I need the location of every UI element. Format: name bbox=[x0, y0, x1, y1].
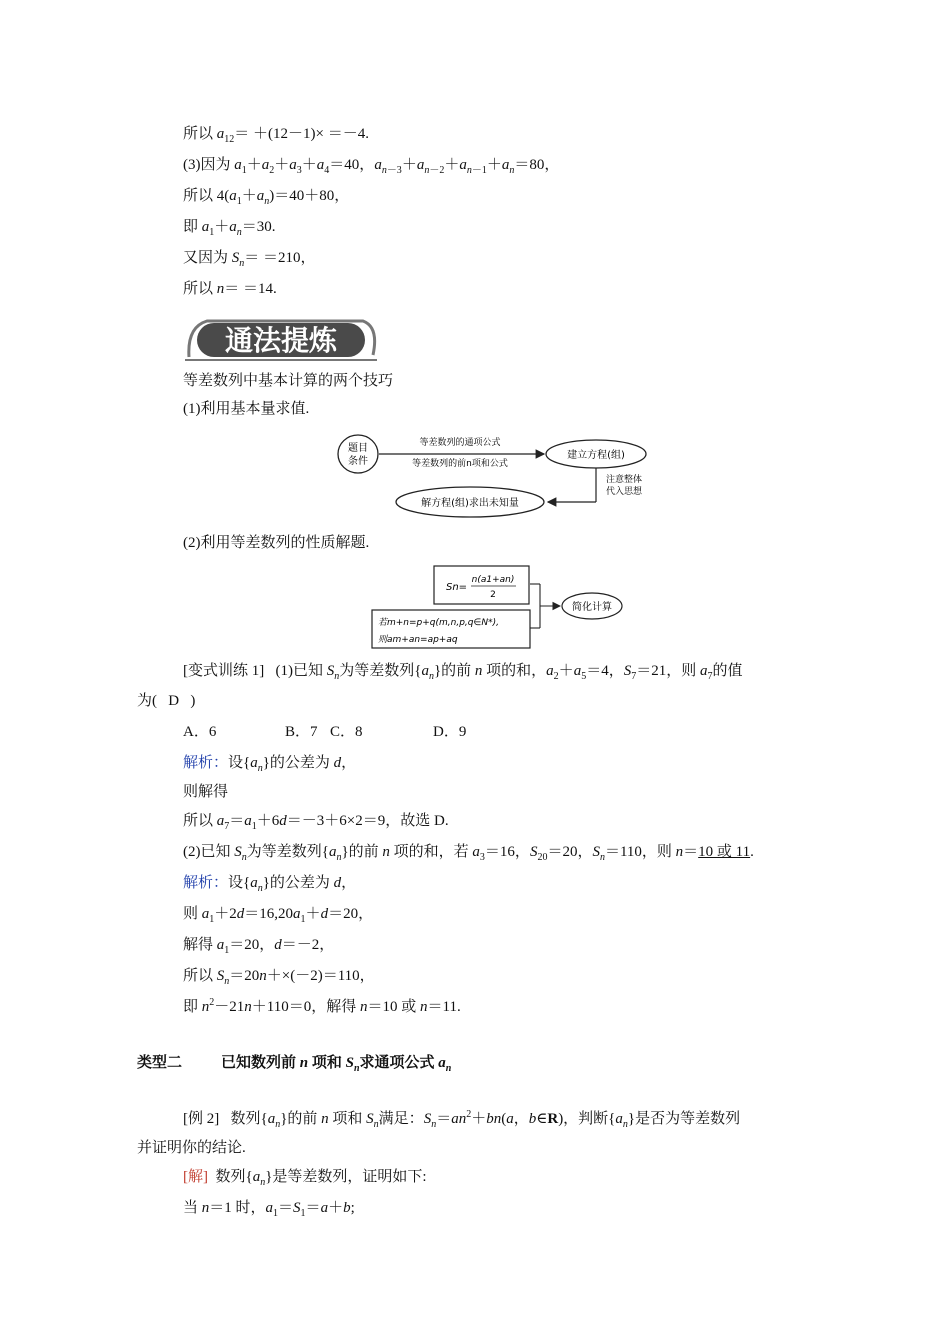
example-2-line-1: [例 2] 数列$\{a_n\}$的前 n 项和 $S_n$满足：$S_n=an^2+bn(a$，b∈R)，判断$\{a_n\}$是否为等差数列 bbox=[183, 1109, 741, 1130]
svg-text:若m+n=p+q(m,n,p,q∈N*),: 若m+n=p+q(m,n,p,q∈N*), bbox=[378, 618, 499, 628]
analysis-2-line-5: 即 $n^2-21n+110=0$，解得 n＝10 或 n＝11. bbox=[183, 997, 461, 1015]
start-node bbox=[338, 435, 378, 473]
text-line: 所以 $a_{12}= +(12-1)\times =-4$. bbox=[183, 126, 369, 145]
text-line: (3)因为 $a_1+a_2+a_3+a_4=40$，$a_{n-3}+a_{n-2}+a_{n-1}+a_n=80$， bbox=[183, 157, 560, 176]
svg-text:简化计算: 简化计算 bbox=[572, 602, 612, 613]
flow-diagram-basic bbox=[336, 430, 656, 531]
svg-text:等差数列的通项公式: 等差数列的通项公式 bbox=[419, 438, 501, 448]
svg-text:Sn=: Sn= bbox=[446, 582, 468, 593]
analysis-1-line-1: 解析：设$\{a_n\}$的公差为 d， bbox=[183, 755, 357, 774]
flow-diagram-property bbox=[370, 562, 630, 659]
option-c: C．8 bbox=[330, 724, 363, 740]
text-line: 所以 $4(a_1+a_n)=40+80$， bbox=[183, 188, 350, 207]
answer-fill: 10 或 11 bbox=[698, 844, 751, 860]
solution-line-2: 当 n＝1 时，$a_1=S_1=a+b$; bbox=[183, 1200, 355, 1219]
svg-text:条件: 条件 bbox=[348, 456, 368, 467]
section-intro: 等差数列中基本计算的两个技巧 bbox=[183, 373, 394, 389]
example-2-line-2: 并证明你的结论. bbox=[137, 1140, 246, 1156]
section-item-2: (2)利用等差数列的性质解题. bbox=[183, 535, 370, 551]
answer-choice: D bbox=[168, 693, 180, 709]
analysis-2-line-3: 解得 $a_1=20$，d＝－2， bbox=[183, 937, 335, 956]
option-d: D．9 bbox=[433, 724, 467, 740]
solution-line-1: [解] 数列$\{a_n\}$是等差数列，证明如下: bbox=[183, 1169, 427, 1188]
section-banner bbox=[183, 313, 379, 365]
banner-title: 通法提炼 bbox=[224, 324, 338, 357]
analysis-1-line-2: 则解得 bbox=[183, 784, 229, 800]
analysis-2-line-1: 解析：设$\{a_n\}$的公差为 d， bbox=[183, 875, 357, 894]
section-item-1: (1)利用基本量求值. bbox=[183, 401, 310, 417]
svg-text:题目: 题目 bbox=[348, 443, 368, 454]
svg-text:2: 2 bbox=[490, 590, 496, 600]
svg-text:等差数列的前n项和公式: 等差数列的前n项和公式 bbox=[412, 459, 508, 469]
exercise-question-2: (2)已知 $S_n$为等差数列$\{a_n\}$的前 n 项的和，若 $a_3=16$，$S_{20}=20$，$S_n=110$，则 n＝10 或 11. bbox=[183, 844, 754, 863]
option-a: A．6 bbox=[183, 724, 217, 740]
svg-text:则am+an=ap+aq: 则am+an=ap+aq bbox=[378, 635, 458, 645]
svg-text:n(a1+an): n(a1+an) bbox=[471, 575, 515, 585]
svg-text:代入思想: 代入思想 bbox=[606, 487, 643, 497]
exercise-question-1-cont: 为( D ) bbox=[137, 693, 196, 709]
option-b: B．7 bbox=[285, 724, 318, 740]
svg-text:注意整体: 注意整体 bbox=[606, 475, 643, 485]
analysis-1-line-3: 所以 $a_7=a_1+6d=-3+6\times 2=9$，故选 D. bbox=[183, 813, 449, 832]
type-heading-title: 已知数列前 n 项和 $S_n$求通项公式 $a_n$ bbox=[221, 1055, 452, 1074]
analysis-2-line-2: 则 $a_1+2d=16,20a_1+d=20$， bbox=[183, 906, 374, 925]
exercise-question-1: [变式训练 1] (1)已知 $S_n$为等差数列$\{a_n\}$的前 n 项的和，$a_2+a_5=4$，$S_7=21$，则 $a_7$的值 bbox=[183, 663, 743, 682]
svg-text:解方程(组)求出未知量: 解方程(组)求出未知量 bbox=[421, 498, 519, 509]
text-line: 所以 n＝ ＝14. bbox=[183, 281, 277, 297]
analysis-2-line-4: 所以 $S_n=20n+\times(-2)=110$， bbox=[183, 968, 375, 987]
svg-text:建立方程(组): 建立方程(组) bbox=[567, 450, 625, 461]
text-line: 即 $a_1+a_n=30$. bbox=[183, 219, 276, 238]
text-line: 又因为 $S_n= =210$， bbox=[183, 250, 316, 269]
type-heading: 类型二 bbox=[137, 1055, 183, 1071]
